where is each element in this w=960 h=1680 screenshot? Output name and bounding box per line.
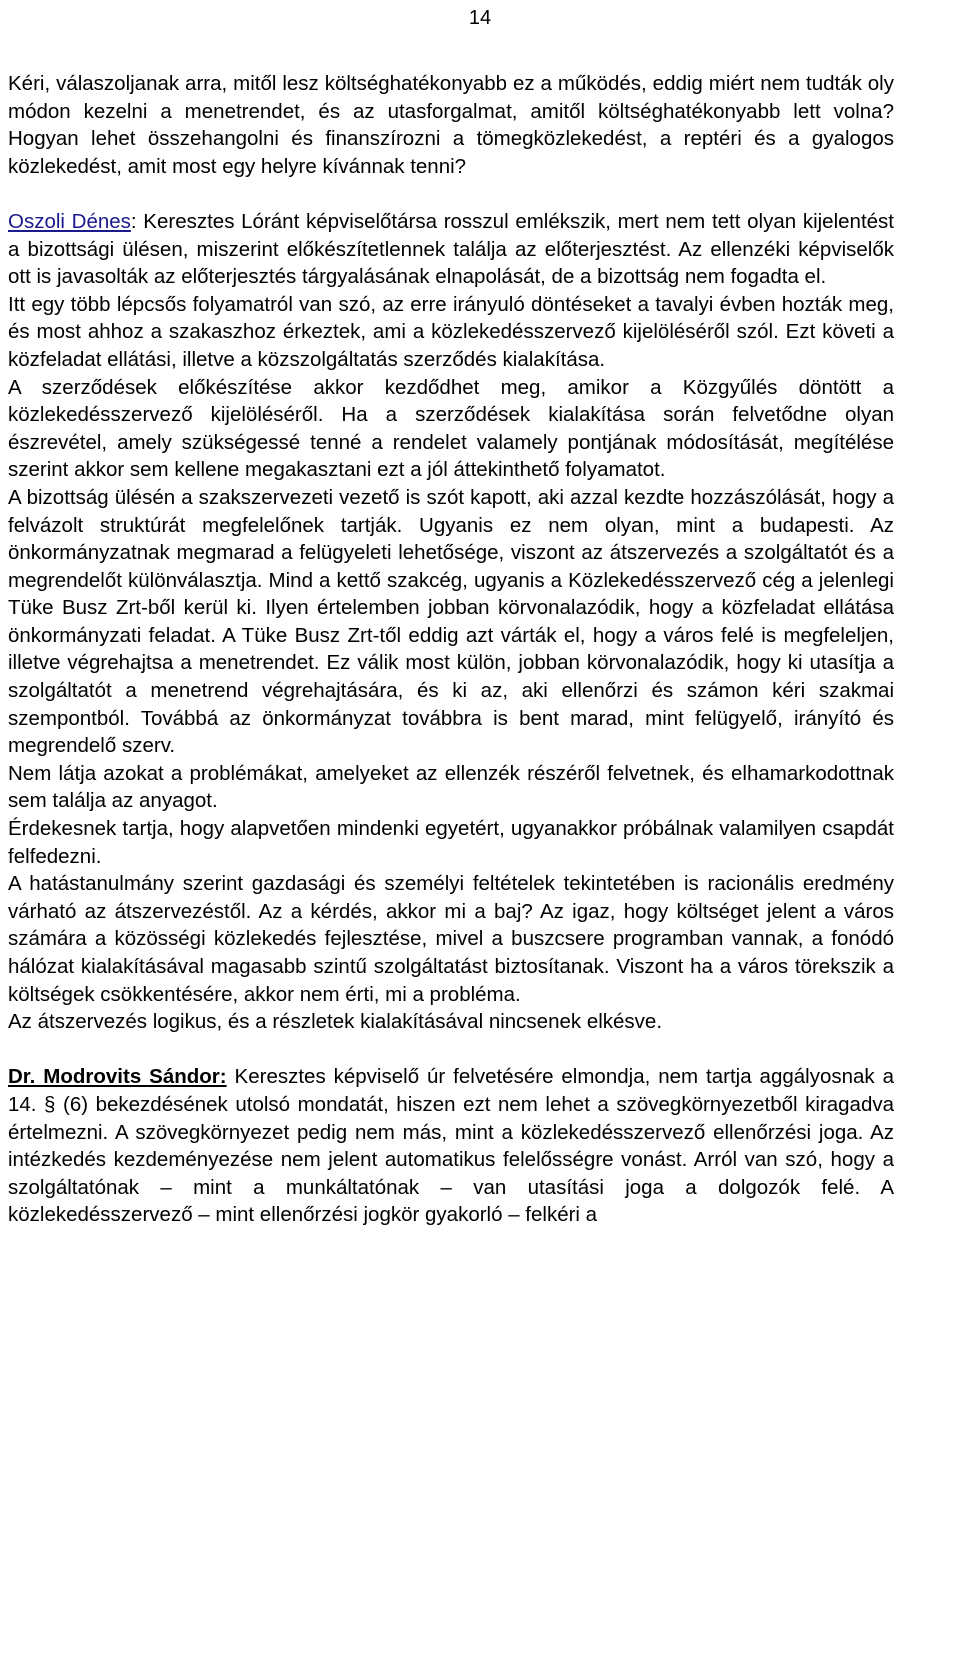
paragraph (8, 291, 894, 374)
paragraph-text: A bizottság ülésén a szakszervezeti vezető is szót kapott, aki azzal kezdte hozzászólását, hogy a felvázolt struktúrát megfelelőnek tartják. Ugyanis ez nem olyan, mint a budapesti. Az önkormányzatnak megmarad a felügyeleti lehetősége, viszont az átszervezés a szolgáltatót és a megrendelőt különválasztja. Mind a kettő szakcég, ugyanis a Közlekedésszervező cég a jelenlegi Tüke Busz Zrt-ből kerül ki. Ilyen értelemben jobban körvonalazódik, hogy a közfeladat ellátása önkormányzati feladat. A Tüke Busz Zrt-től eddig azt várták el, hogy a város felé is megfeleljen, illetve végrehajtsa a menetrendet. Ez válik most külön, jobban körvonalazódik, hogy ki utasítja a szolgáltatót a menetrend végrehajtására, és ki az, aki ellenőrzi és számon kéri szakmai szempontból. Továbbá az önkormányzat továbbra is bent marad, mint felügyelő, irányító és megrendelő szerv. (8, 485, 894, 758)
paragraph (8, 70, 894, 180)
speaker-separator: : (130, 209, 137, 233)
paragraph (8, 870, 894, 1008)
speaker-name: Dr. Modrovits Sándor: (8, 1065, 227, 1089)
document-body (8, 70, 894, 1229)
paragraph-text: Érdekesnek tartja, hogy alapvetően mindenki egyetért, ugyanakkor próbálnak valamilyen csapdát felfedezni. (8, 817, 894, 868)
paragraph (8, 815, 894, 870)
paragraph-text: Itt egy több lépcsős folyamatról van szó, az erre irányuló döntéseket a tavalyi évben hozták meg, és most ahhoz a szakaszhoz érkeztek, ami a közlekedésszervező kijelöléséről szól. Ezt követi a közfeladat ellátási, illetve a közszolgáltatás szerződés kialakítása. (8, 292, 894, 371)
paragraph-text: Az átszervezés logikus, és a részletek kialakításával nincsenek elkésve. (8, 1010, 663, 1034)
paragraph (8, 374, 894, 484)
paragraph-text: Keresztes képviselő úr felvetésére elmondja, nem tartja aggályosnak a 14. § (6) bekezdésének utolsó mondatát, hiszen ezt nem lehet a szövegkörnyezetből kiragadva értelmezni. A szövegkörnyezet pedig nem más, mint a közlekedésszervező ellenőrzési joga. Az intézkedés kezdeményezése nem jelent automatikus felelősségre vonást. Arról van szó, hogy a szolgáltatónak – mint a munkáltatónak – van utasítási joga a dolgozók felé. A közlekedésszervező – mint ellenőrzési jogkör gyakorló – felkéri a (8, 1065, 894, 1227)
paragraph-text: A szerződések előkészítése akkor kezdődhet meg, amikor a Közgyűlés döntött a közlekedésszervező kijelöléséről. Ha a szerződések kialakítása során felvetődne olyan észrevétel, amely szükségessé tenné a rendelet valamely pontjának módosítását, megítélése szerint akkor sem kellene megakasztani ezt a jól áttekinthető folyamatot. (8, 375, 894, 482)
paragraph-text: Kéri, válaszoljanak arra, mitől lesz költséghatékonyabb ez a működés, eddig miért nem tudták oly módon kezelni a menetrendet, és az utasforgalmat, amitől költséghatékonyabb lett volna? Hogyan lehet összehangolni és finanszírozni a tömegközlekedést, a reptéri és a gyalogos közlekedést, amit most egy helyre kívánnak tenni? (8, 72, 894, 178)
page-number: 14 (468, 7, 492, 29)
paragraph (8, 484, 894, 760)
paragraph (8, 760, 894, 815)
paragraph (8, 208, 894, 291)
paragraph (8, 1008, 894, 1036)
paragraph-text: Keresztes Lóránt képviselőtársa rosszul emlékszik, mert nem tett olyan kijelentést a bizottsági ülésen, miszerint előkészítetlennek találja az előterjesztést. Az ellenzéki képviselők ott is javasolták az előterjesztés tárgyalásának elnapolását, de a bizottság nem fogadta el. (8, 209, 894, 289)
paragraph-text: A hatástanulmány szerint gazdasági és személyi feltételek tekintetében is racionális eredmény várható az átszervezéstől. Az a kérdés, akkor mi a baj? Az igaz, hogy költséget jelent a város számára a közösségi közlekedés fejlesztése, mivel a buszcsere programban vannak, a fonódó hálózat kialakításával magasabb szintű szolgáltatást biztosítanak. Viszont ha a város törekszik a költségek csökkentésére, akkor nem érti, mi a probléma. (8, 872, 894, 1006)
speaker-name: Oszoli Dénes (8, 209, 131, 233)
paragraph (8, 1063, 894, 1229)
paragraph-text: Nem látja azokat a problémákat, amelyeket az ellenzék részéről felvetnek, és elhamarkodottnak sem találja az anyagot. (8, 761, 894, 813)
